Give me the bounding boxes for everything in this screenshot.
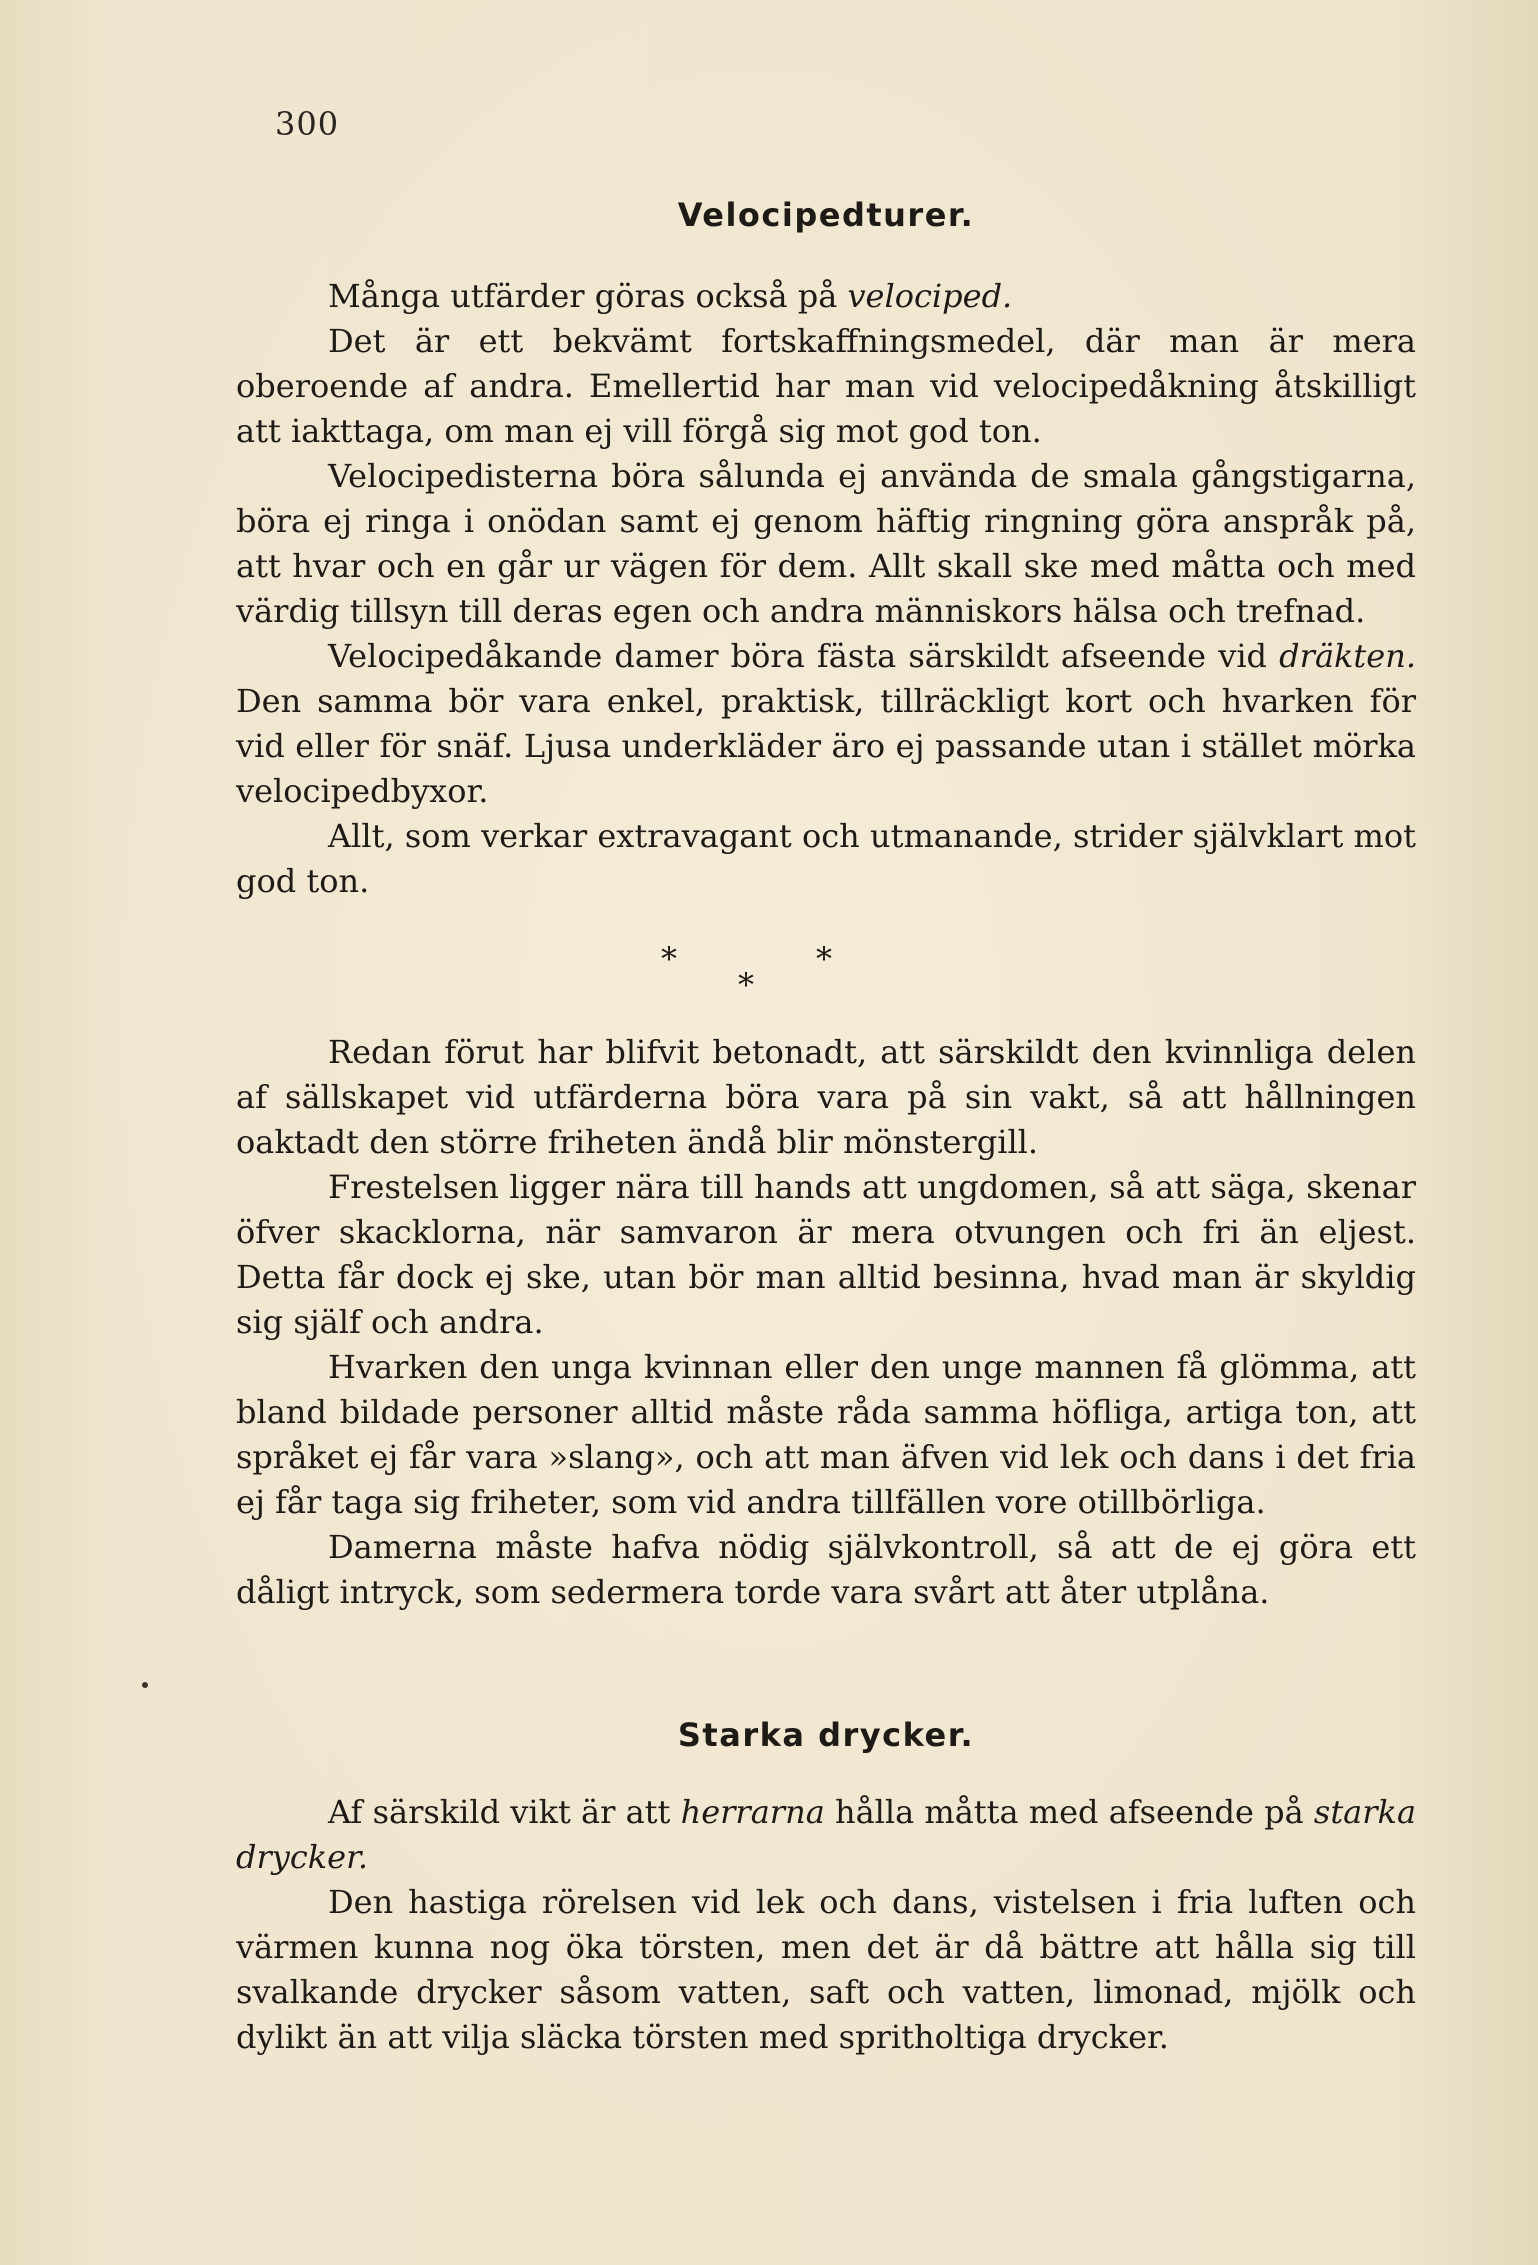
section-title: Starka drycker.: [677, 1716, 975, 1754]
section-velocipedturer: [236, 196, 1416, 904]
paragraph: Den hastiga rörelsen vid lek och dans, vistelsen i fria luften och värmen kunna nog öka törsten, men det är då bättre att hålla sig till svalkande drycker såsom vatten, saft och vatten, limonad, mjölk och dylikt än att vilja släcka törsten med spritholtiga drycker.: [236, 1883, 1416, 2056]
margin-dot: [142, 1682, 148, 1688]
section-title: Velocipedturer.: [677, 196, 975, 234]
paragraph-text: Många utfärder göras också på: [328, 277, 848, 315]
paragraph: [236, 634, 1416, 814]
paragraph: Frestelsen ligger nära till hands att ungdomen, så att säga, skenar öfver skacklorna, när samvaron är mera otvungen och fri än eljest. Detta får dock ej ske, utan bör man alltid besinna, hvad man är skyldig sig själf och andra.: [236, 1168, 1416, 1341]
emphasis-text: dräkten.: [1279, 637, 1416, 675]
section-conduct: [236, 1030, 1416, 1615]
separator-star: *: [816, 940, 832, 978]
paragraph-text: hålla måtta med afseende på: [824, 1793, 1314, 1831]
emphasis-text: herrarna: [680, 1793, 825, 1831]
section-starka-drycker: [236, 1716, 1416, 2060]
paragraph-text: Den samma bör vara enkel, praktisk, tillräckligt kort och hvarken för vid eller för snäf. Ljusa underkläder äro ej passande utan i stället mörka velocipedbyxor.: [236, 682, 1416, 810]
paragraph: Hvarken den unga kvinnan eller den unge mannen få glömma, att bland bildade personer alltid måste råda samma höfliga, artiga ton, att språket ej får vara »slang», och att man äfven vid lek och dans i det fria ej får taga sig friheter, som vid andra tillfällen vore otillbörliga.: [236, 1348, 1416, 1521]
emphasis-text: velociped.: [847, 277, 1013, 315]
paragraph: Velocipedisterna böra sålunda ej använda de smala gångstigarna, böra ej ringa i onödan samt ej genom häftig ringning göra anspråk på, att hvar och en går ur vägen för dem. Allt skall ske med måtta och med värdig tillsyn till deras egen och andra människors hälsa och trefnad.: [236, 457, 1416, 630]
paragraph: Allt, som verkar extravagant och utmanande, strider självklart mot god ton.: [236, 817, 1416, 900]
paragraph: Damerna måste hafva nödig självkontroll, så att de ej göra ett dåligt intryck, som sedermera torde vara svårt att åter utplåna.: [236, 1528, 1416, 1611]
page-number: 300: [275, 105, 340, 143]
separator-star: *: [661, 940, 677, 978]
paragraph: [236, 274, 1416, 319]
section-separator: [236, 940, 1416, 1010]
paragraph-text: Af särskild vikt är att: [328, 1793, 681, 1831]
paragraph: [236, 1790, 1416, 1880]
paragraph: Det är ett bekvämt fortskaffningsmedel, där man är mera oberoende af andra. Emellertid har man vid velocipedåkning åtskilligt att iakttaga, om man ej vill förgå sig mot god ton.: [236, 322, 1416, 450]
paragraph-text: Velocipedåkande damer böra fästa särskildt afseende vid: [328, 637, 1280, 675]
emphasis-text: starka drycker.: [236, 1793, 1417, 1876]
paragraph: Redan förut har blifvit betonadt, att särskildt den kvinnliga delen af sällskapet vid utfärderna böra vara på sin vakt, så att hållningen oaktadt den större friheten ändå blir mönstergill.: [236, 1033, 1416, 1161]
separator-star: *: [738, 966, 754, 1004]
